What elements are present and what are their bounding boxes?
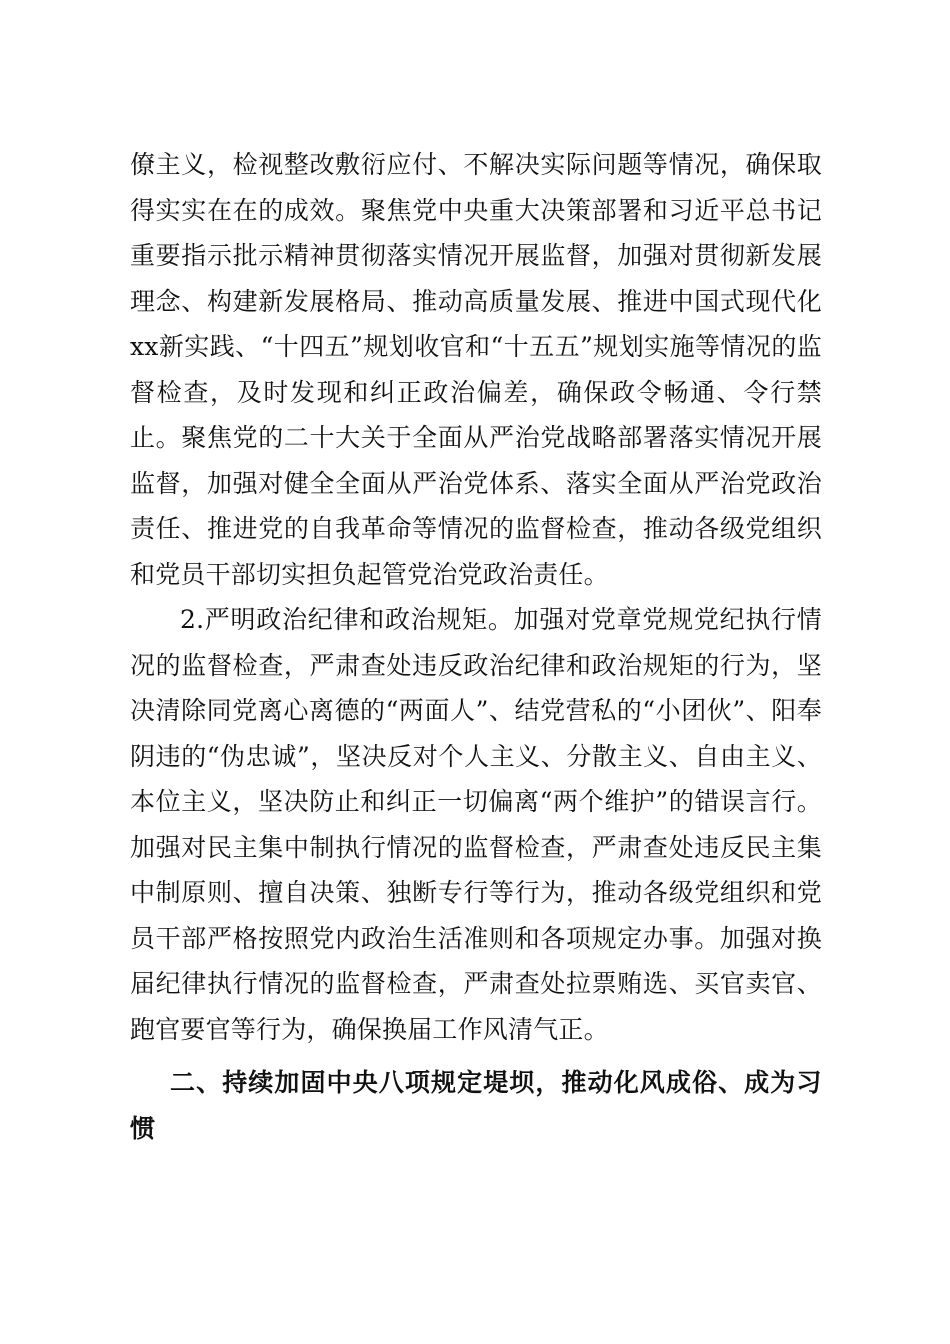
body-paragraph-political-discipline: 2.严明政治纪律和政治规矩。加强对党章党规党纪执行情况的监督检查，严肃查处违反政治纪律和政治规矩的行为，坚决清除同党离心离德的“两面人”、结党营私的“小团伙”、阳奉阴违的“伪忠诚”，坚决反对个人主义、分散主义、自由主义、本位主义，坚决防止和纠正一切偏离“两个维护”的错误言行。加强对民主集中制执行情况的监督检查，严肃查处违反民主集中制原则、擅自决策、独断专行等行为，推动各级党组织和党员干部严格按照党内政治生活准则和各项规定办事。加强对换届纪律执行情况的监督检查，严肃查处拉票贿选、买官卖官、跑官要官等行为，确保换届工作风清气正。 (130, 605, 822, 1044)
document-body (130, 142, 822, 1151)
section-heading-two: 二、持续加固中央八项规定堤坝，推动化风成俗、成为习惯 (130, 1068, 822, 1143)
body-paragraph-continuation: 僚主义，检视整改敷衍应付、不解决实际问题等情况，确保取得实实在在的成效。聚焦党中央重大决策部署和习近平总书记重要指示批示精神贯彻落实情况开展监督，加强对贯彻新发展理念、构建新发展格局、推动高质量发展、推进中国式现代化xx新实践、“十四五”规划收官和“十五五”规划实施等情况的监督检查，及时发现和纠正政治偏差，确保政令畅通、令行禁止。聚焦党的二十大关于全面从严治党战略部署落实情况开展监督，加强对健全全面从严治党体系、落实全面从严治党政治责任、推进党的自我革命等情况的监督检查，推动各级党组织和党员干部切实担负起管党治党政治责任。 (130, 150, 822, 589)
